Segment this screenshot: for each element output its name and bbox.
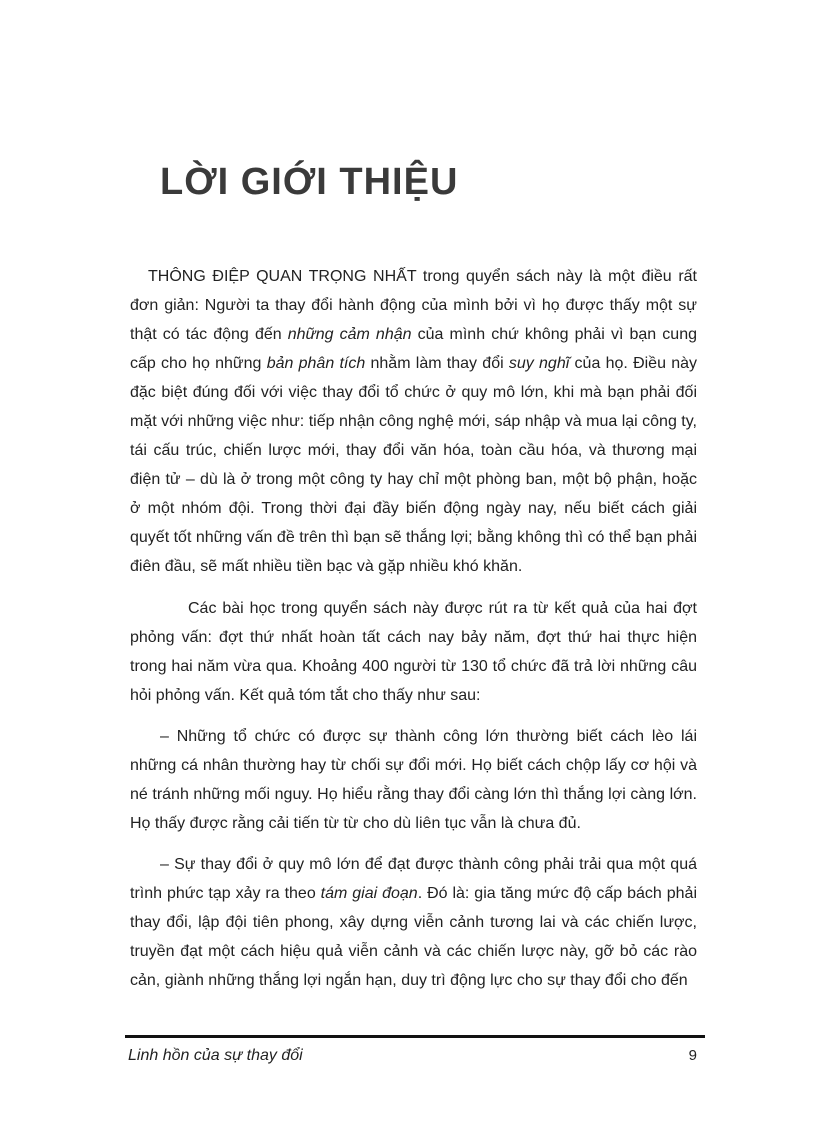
text-segment: Các bài học trong quyển sách này được rút ra từ kết quả của hai đợt phỏng vấn: đợt thứ nhất hoàn tất cách nay bảy năm, đợt thứ hai thực hiện trong hai năm vừa qua. Khoảng 400 người từ 130 tổ chức đã trả lời những câu hỏi phỏng vấn. Kết quả tóm tắt cho thấy như sau: (130, 600, 697, 704)
chapter-title: LỜI GIỚI THIỆU (160, 161, 459, 203)
footer-rule (125, 1035, 705, 1038)
italic-segment: tám giai đoạn (320, 885, 418, 902)
italic-segment: bản phân tích (266, 355, 366, 372)
text-segment: THÔNG ĐIỆP QUAN TRỌNG NHẤT trong quyển sách này là một điều rất đơn giản: Người ta thay đổi hành động của mình bởi vì họ được thấy một sự thật có tác động đến (130, 268, 697, 343)
footer-book-title: Linh hồn của sự thay đổi (128, 1047, 303, 1064)
text-segment: của mình chứ không phải vì bạn cung cấp cho họ những (130, 326, 698, 372)
paragraph-4 (130, 850, 697, 995)
body-text (130, 262, 697, 995)
text-segment: – Những tổ chức có được sự thành công lớn thường biết cách lèo lái những cá nhân thường hay từ chối sự đổi mới. Họ biết cách chộp lấy cơ hội và né tránh những mối nguy. Họ hiểu rằng thay đổi càng lớn thì thắng lợi càng lớn. Họ thấy được rằng cải tiến từ từ cho dù liên tục vẫn là chưa đủ. (130, 728, 697, 832)
italic-segment: những cảm nhận (287, 326, 412, 343)
paragraph-3 (130, 722, 697, 838)
text-segment: – Sự thay đổi ở quy mô lớn để đạt được thành công phải trải qua một quá trình phức tạp xảy ra theo (130, 856, 697, 902)
paragraph-2 (130, 594, 697, 710)
text-segment: nhằm làm thay đổi (365, 355, 509, 372)
paragraph-1 (130, 262, 697, 581)
text-segment: của họ. Điều này đặc biệt đúng đối với việc thay đổi tổ chức ở quy mô lớn, khi mà bạn phải đối mặt với những việc như: tiếp nhận công nghệ mới, sáp nhập và mua lại công ty, tái cấu trúc, chiến lược mới, thay đổi văn hóa, toàn cầu hóa, và thương mại điện tử – dù là ở trong một công ty hay chỉ một phòng ban, một bộ phận, hoặc ở một nhóm đội. Trong thời đại đầy biến động ngày nay, nếu biết cách giải quyết tốt những vấn đề trên thì bạn sẽ thắng lợi; bằng không thì có thể bạn phải điên đầu, sẽ mất nhiều tiền bạc và gặp nhiều khó khăn. (130, 355, 698, 575)
page-number: 9 (688, 1047, 697, 1064)
text-segment: . Đó là: gia tăng mức độ cấp bách phải thay đổi, lập đội tiên phong, xây dựng viễn cảnh tương lai và các chiến lược, truyền đạt một cách hiệu quả viễn cảnh và các chiến lược này, gỡ bỏ các rào cản, giành những thắng lợi ngắn hạn, duy trì động lực cho sự thay đổi cho đến (130, 885, 698, 989)
italic-segment: suy nghĩ (508, 355, 570, 372)
